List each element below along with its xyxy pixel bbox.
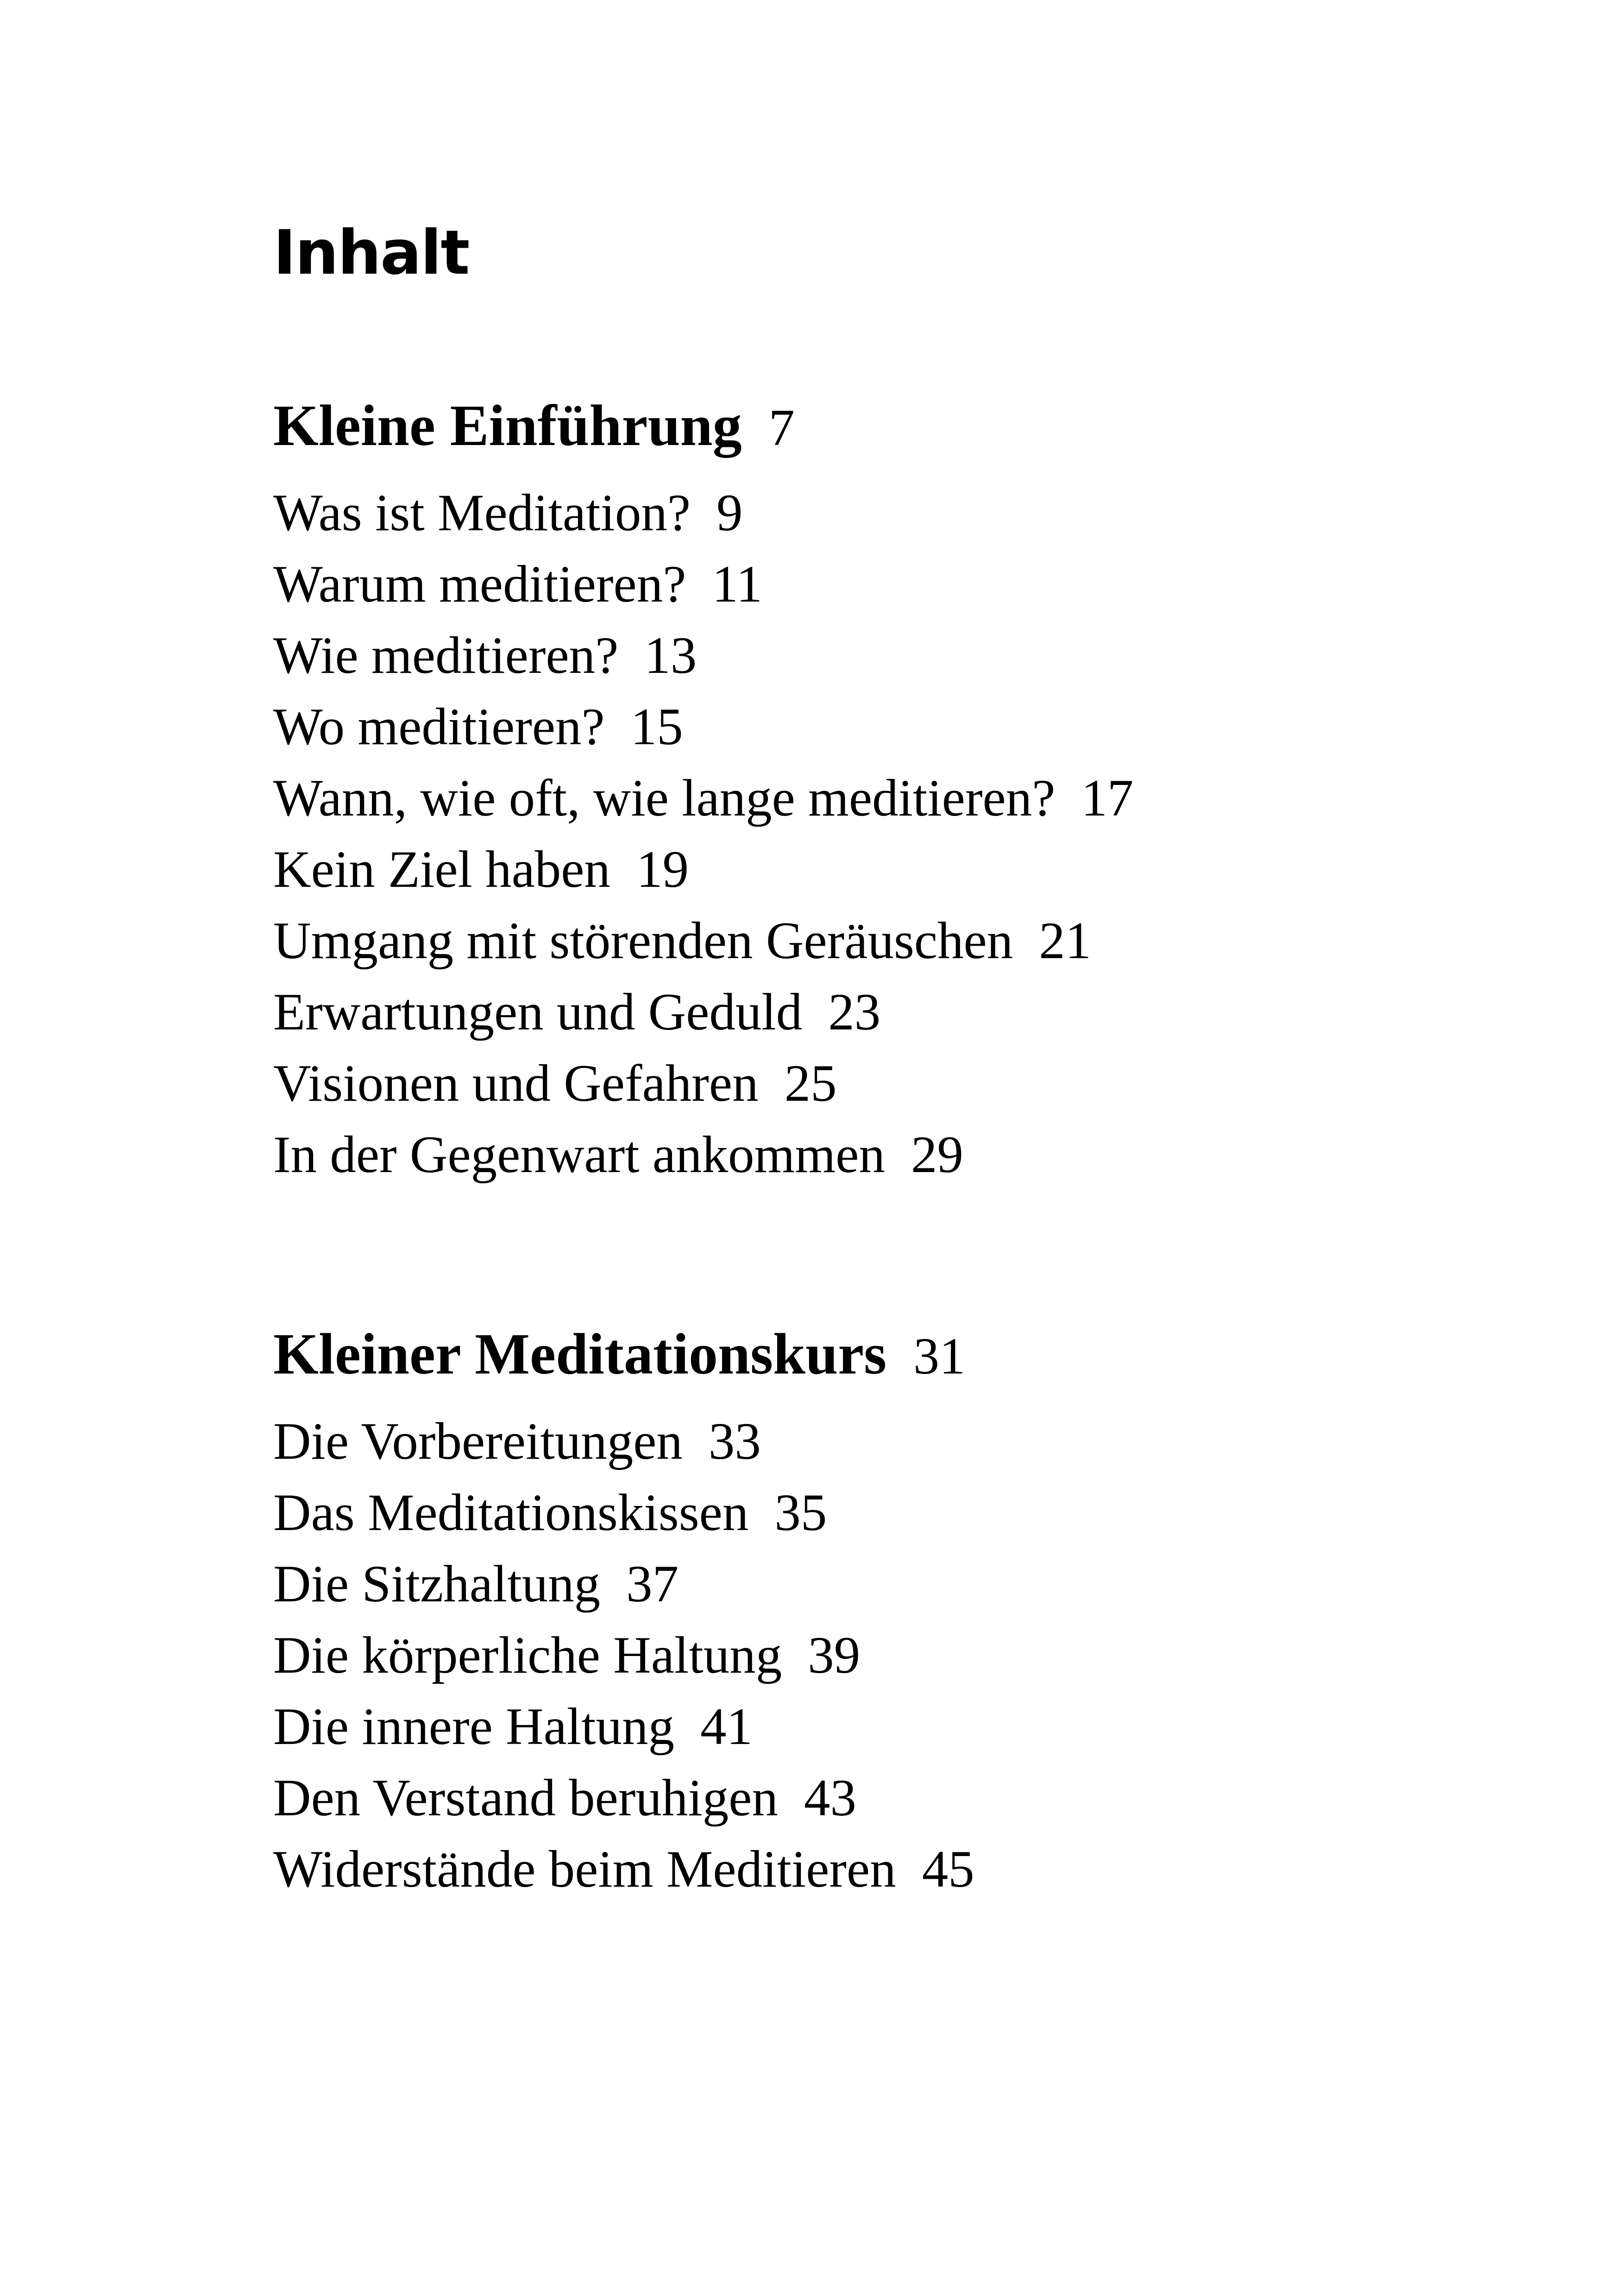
toc-section-kleine-einfuehrung xyxy=(273,387,1133,1191)
entry-title: Umgang mit störenden Geräuschen xyxy=(273,912,1013,970)
entry-title: Die Vorbereitungen xyxy=(273,1412,683,1470)
entry-title: Wo meditieren? xyxy=(273,698,605,756)
entry-page-number: 21 xyxy=(1039,912,1092,970)
toc-entry-list xyxy=(273,1406,974,1905)
entry-page-number: 9 xyxy=(716,484,743,542)
toc-entry xyxy=(273,1763,974,1834)
entry-page-number: 11 xyxy=(712,555,763,613)
entry-title: Den Verstand beruhigen xyxy=(273,1769,778,1827)
entry-page-number: 35 xyxy=(774,1484,827,1542)
entry-title: Die körperliche Haltung xyxy=(273,1626,782,1684)
entry-page-number: 15 xyxy=(630,698,683,756)
section-title: Kleiner Meditationskurs xyxy=(273,1322,887,1386)
entry-title: Was ist Meditation? xyxy=(273,484,691,542)
entry-page-number: 45 xyxy=(922,1840,974,1898)
toc-entry xyxy=(273,549,1133,620)
entry-page-number: 37 xyxy=(626,1555,679,1613)
toc-entry xyxy=(273,1406,974,1477)
toc-entry xyxy=(273,1119,1133,1191)
toc-entry xyxy=(273,905,1133,977)
entry-page-number: 25 xyxy=(784,1054,837,1112)
toc-section-kleiner-meditationskurs xyxy=(273,1315,974,1905)
entry-page-number: 33 xyxy=(708,1412,761,1470)
entry-title: Kein Ziel haben xyxy=(273,841,610,898)
entry-page-number: 23 xyxy=(828,983,881,1041)
section-page-number: 31 xyxy=(913,1328,966,1385)
entry-page-number: 17 xyxy=(1081,769,1134,827)
entry-title: Die Sitzhaltung xyxy=(273,1555,601,1613)
toc-entry xyxy=(273,1048,1133,1119)
toc-entry xyxy=(273,977,1133,1048)
entry-page-number: 19 xyxy=(636,841,689,898)
section-heading xyxy=(273,387,1133,467)
toc-entry xyxy=(273,1620,974,1691)
toc-entry xyxy=(273,1691,974,1763)
section-heading xyxy=(273,1315,974,1396)
entry-title: Die innere Haltung xyxy=(273,1698,675,1756)
toc-entry xyxy=(273,477,1133,549)
toc-entry xyxy=(273,1549,974,1620)
entry-title: Wann, wie oft, wie lange meditieren? xyxy=(273,769,1056,827)
toc-entry xyxy=(273,691,1133,763)
entry-page-number: 39 xyxy=(808,1626,861,1684)
entry-title: Wie meditieren? xyxy=(273,627,619,684)
toc-entry xyxy=(273,620,1133,691)
entry-page-number: 43 xyxy=(804,1769,856,1827)
entry-title: Erwartungen und Geduld xyxy=(273,983,803,1041)
section-page-number: 7 xyxy=(768,399,795,457)
entry-title: In der Gegenwart ankommen xyxy=(273,1126,885,1184)
entry-page-number: 41 xyxy=(700,1698,753,1756)
toc-entry-list xyxy=(273,477,1133,1191)
entry-title: Visionen und Gefahren xyxy=(273,1054,759,1112)
entry-title: Widerstände beim Meditieren xyxy=(273,1840,896,1898)
page-title: Inhalt xyxy=(273,217,469,289)
section-title: Kleine Einführung xyxy=(273,394,742,458)
toc-entry xyxy=(273,763,1133,834)
toc-entry xyxy=(273,1834,974,1905)
toc-entry xyxy=(273,834,1133,905)
entry-title: Das Meditationskissen xyxy=(273,1484,749,1542)
entry-page-number: 29 xyxy=(911,1126,963,1184)
entry-page-number: 13 xyxy=(644,627,697,684)
toc-entry xyxy=(273,1477,974,1549)
entry-title: Warum meditieren? xyxy=(273,555,686,613)
